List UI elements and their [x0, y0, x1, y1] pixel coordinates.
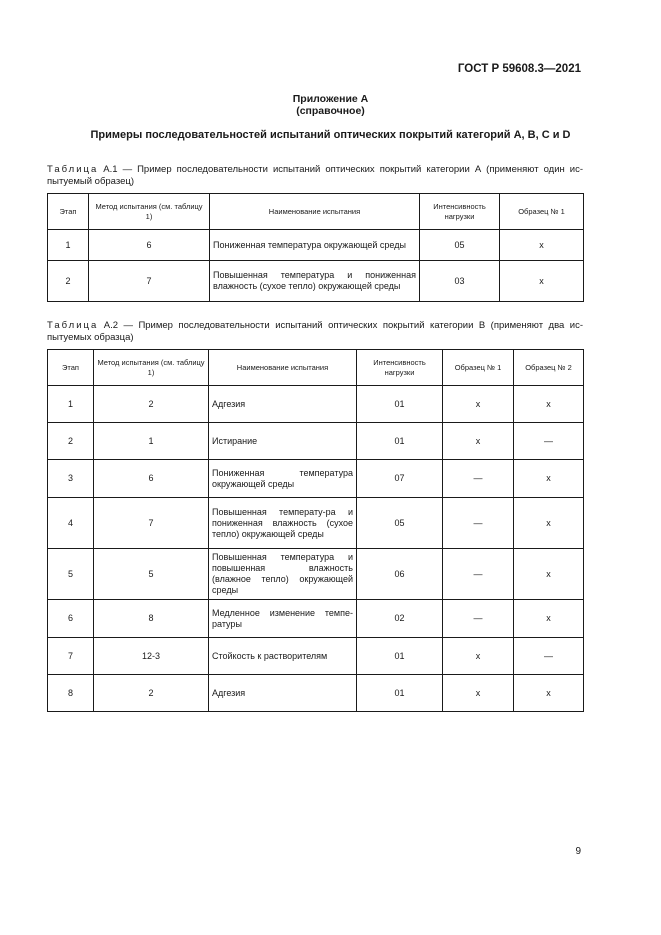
table-cell: Адгезия — [209, 675, 357, 712]
table-cell: — — [514, 638, 584, 675]
table-cell: Адгезия — [209, 386, 357, 423]
table-cell: Повышенная температура и повышенная влажность (влажное тепло) окружающей среды — [209, 549, 357, 600]
table-cell: 7 — [94, 498, 209, 549]
table-cell: Повышенная температура и пониженная влажность (сухое тепло) окружающей среды — [210, 261, 420, 302]
table-cell: 12-3 — [94, 638, 209, 675]
table-cell: x — [514, 675, 584, 712]
table-row — [48, 261, 584, 302]
table2-header-cell: Этап — [48, 350, 94, 386]
table-cell: 8 — [94, 600, 209, 638]
table1-caption — [47, 164, 583, 188]
page-number: 9 — [575, 846, 581, 857]
table-row — [48, 600, 584, 638]
table-cell: 6 — [48, 600, 94, 638]
main-title: Примеры последовательностей испытаний оптических покрытий категорий A, B, C и D — [90, 129, 571, 141]
table-row — [48, 675, 584, 712]
table1-header-cell: Образец № 1 — [500, 194, 584, 230]
table-row — [48, 460, 584, 498]
table-cell: x — [500, 230, 584, 261]
standard-code: ГОСТ Р 59608.3—2021 — [457, 63, 581, 75]
table-cell: x — [443, 675, 514, 712]
table-cell: Пониженная температура окружающей среды — [209, 460, 357, 498]
table-cell: 03 — [420, 261, 500, 302]
table2-body — [48, 386, 584, 712]
table-cell: 5 — [48, 549, 94, 600]
table-row — [48, 386, 584, 423]
table-cell: 2 — [94, 675, 209, 712]
table1-header-row — [48, 194, 584, 230]
table1-header-cell: Интенсивность нагрузки — [420, 194, 500, 230]
table-cell: 6 — [94, 460, 209, 498]
table-cell: x — [514, 386, 584, 423]
table-cell: 2 — [48, 423, 94, 460]
table-cell: 4 — [48, 498, 94, 549]
table-cell: 05 — [420, 230, 500, 261]
table-cell: 01 — [357, 638, 443, 675]
table2-header-cell: Наименование испытания — [209, 350, 357, 386]
table-cell: x — [514, 549, 584, 600]
table-cell: Пониженная температура окружающей среды — [210, 230, 420, 261]
table-cell: 2 — [48, 261, 89, 302]
table-cell: 01 — [357, 675, 443, 712]
table-cell: 1 — [94, 423, 209, 460]
table1-caption-label: Таблица — [47, 164, 99, 175]
table-cell: Медленное изменение темпе-ратуры — [209, 600, 357, 638]
table-cell: 3 — [48, 460, 94, 498]
table-cell: x — [443, 638, 514, 675]
table-row — [48, 423, 584, 460]
table-cell: 1 — [48, 230, 89, 261]
table-cell: 06 — [357, 549, 443, 600]
table-cell: x — [514, 498, 584, 549]
table1-header-cell: Наименование испытания — [210, 194, 420, 230]
table-row — [48, 638, 584, 675]
table1-header-cell: Метод испытания (см. таблицу 1) — [89, 194, 210, 230]
table2-header-cell: Образец № 1 — [443, 350, 514, 386]
table-cell: 6 — [89, 230, 210, 261]
table-cell: x — [500, 261, 584, 302]
table-cell: 5 — [94, 549, 209, 600]
table-cell: 1 — [48, 386, 94, 423]
appendix-title: Приложение А — [292, 93, 369, 105]
table-cell: x — [443, 423, 514, 460]
table-row — [48, 498, 584, 549]
table2-header-cell: Образец № 2 — [514, 350, 584, 386]
table-cell: x — [514, 600, 584, 638]
table-cell: x — [514, 460, 584, 498]
table-row — [48, 230, 584, 261]
table-cell: 07 — [357, 460, 443, 498]
table-cell: — — [443, 460, 514, 498]
table-cell: 02 — [357, 600, 443, 638]
table-cell: 7 — [89, 261, 210, 302]
table-cell: 01 — [357, 386, 443, 423]
table-cell: — — [443, 549, 514, 600]
table-cell: Стойкость к растворителям — [209, 638, 357, 675]
table1-header-cell: Этап — [48, 194, 89, 230]
table2-header-cell: Метод испытания (см. таблицу 1) — [94, 350, 209, 386]
table-cell: 01 — [357, 423, 443, 460]
table1-body — [48, 230, 584, 302]
table2-caption-label: Таблица — [47, 320, 99, 331]
table-a2 — [47, 349, 584, 712]
table2-caption-text: А.2 — Пример последовательности испытаний оптических покрытий категории В (применяют два ис-пытуемых образца) — [47, 320, 583, 343]
table-cell: 05 — [357, 498, 443, 549]
table2-header-row — [48, 350, 584, 386]
table-cell: 8 — [48, 675, 94, 712]
table1-caption-text: А.1 — Пример последовательности испытаний оптических покрытий категории А (применяют один ис-пытуемый образец) — [47, 164, 583, 187]
table-cell: — — [514, 423, 584, 460]
table-row — [48, 549, 584, 600]
table-cell: x — [443, 386, 514, 423]
appendix-subtitle: (справочное) — [296, 105, 365, 117]
table-a1 — [47, 193, 584, 302]
table2-header-cell: Интенсивность нагрузки — [357, 350, 443, 386]
table-cell: 7 — [48, 638, 94, 675]
table-cell: Истирание — [209, 423, 357, 460]
table-cell: Повышенная температу-ра и пониженная влажность (сухое тепло) окружающей среды — [209, 498, 357, 549]
table2-caption — [47, 320, 583, 344]
table-cell: — — [443, 600, 514, 638]
table-cell: 2 — [94, 386, 209, 423]
table-cell: — — [443, 498, 514, 549]
